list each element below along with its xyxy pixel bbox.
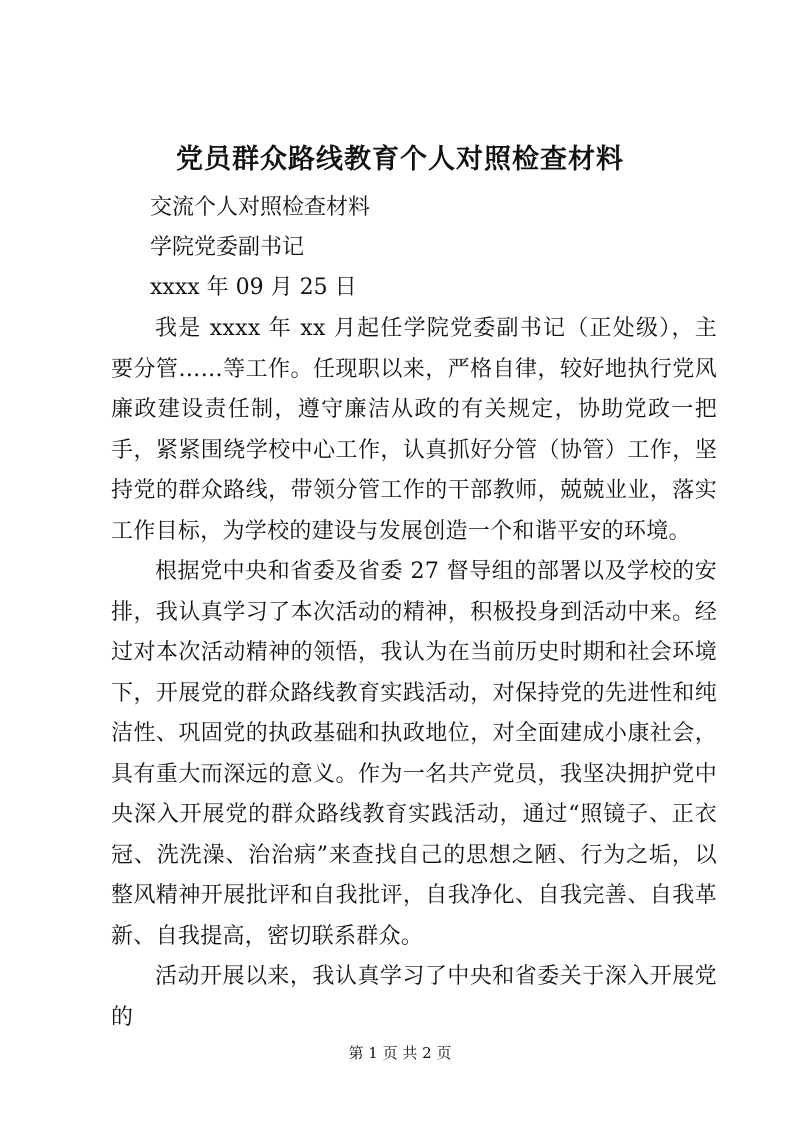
document-subtitle: 交流个人对照检查材料 bbox=[150, 195, 371, 220]
document-date: xxxx 年 09 月 25 日 bbox=[150, 275, 357, 300]
document-author: 学院党委副书记 bbox=[150, 235, 305, 260]
document-body bbox=[111, 309, 717, 1038]
paragraph: 我是 xxxx 年 xx 月起任学院党委副书记（正处级），主要分管……等工作。任现职以来，严格自律，较好地执行党风廉政建设责任制，遵守廉洁从政的有关规定，协助党政一把手，紧紧围绕学校中心工作，认真抓好分管（协管）工作，坚持党的群众路线，带领分管工作的干部教师，兢兢业业，落实工作目标，为学校的建设与发展创造一个和谐平安的环境。 bbox=[111, 316, 717, 544]
page-number-footer: 第 1 页 共 2 页 bbox=[348, 1044, 452, 1062]
paragraph: 活动开展以来，我认真学习了中央和省委关于深入开展党的 bbox=[111, 964, 717, 1030]
document-title: 党员群众路线教育个人对照检查材料 bbox=[176, 144, 624, 175]
paragraph: 根据党中央和省委及省委 27 督导组的部署以及学校的安排，我认真学习了本次活动的精神，积极投身到活动中来。经过对本次活动精神的领悟，我认为在当前历史时期和社会环境下，开展党的群众路线教育实践活动，对保持党的先进性和纯洁性、巩固党的执政基础和执政地位，对全面建成小康社会，具有重大而深远的意义。作为一名共产党员，我坚决拥护党中央深入开展党的群众路线教育实践活动，通过“照镜子、正衣冠、洗洗澡、治治病”来查找自己的思想之陋、行为之垢，以整风精神开展批评和自我批评，自我净化、自我完善、自我革新、自我提高，密切联系群众。 bbox=[111, 559, 717, 949]
